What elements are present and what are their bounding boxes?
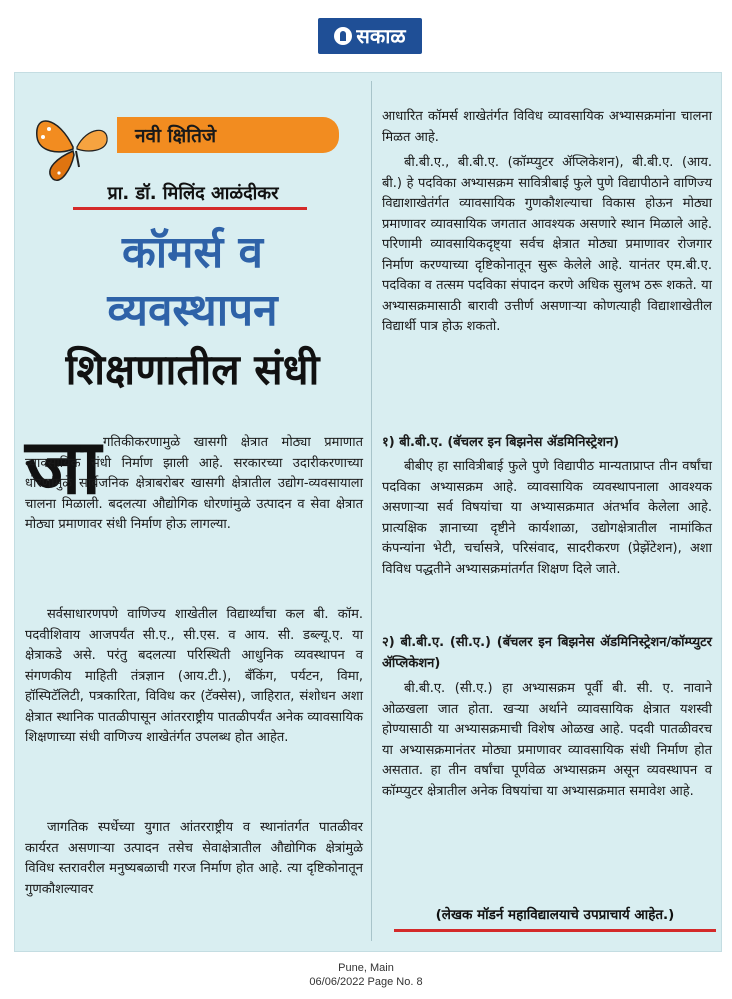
- article-paragraph-5: बी.बी.ए., बी.बी.ए. (कॉम्प्युटर ॲप्लिकेशन), बी.बी.ए. (आय. बी.) हे पदविका अभ्यासक्रम सावित्रीबाई फुले पुणे विद्यापीठाने वाणिज्य विद्याशाखेतंर्गत व्यावसायिक गुणकौशल्याचा विकास होऊन मोठ्या प्रमाणावर व्यावसायिक जगतात आवश्यक असणारे स्थान मिळाले आहे. परिणामी व्यावसायिकदृष्ट्या सर्वच क्षेत्रात मोठ्या प्रमाणावर रोजगार निर्माण करण्याच्या दृष्टिकोनातून सुरू केलेले आहे. यानंतर एम.बी.ए. पदविका व तत्सम पदविका संपादन करणे अधिक सुलभ ठरू शकते. या अभ्यासक्रमासाठी बारावी उत्तीर्ण असणाऱ्या कोणत्याही विद्याशाखेतील विद्यार्थी पात्र होऊ शकतो.: [382, 155, 712, 334]
- author-underline: [73, 207, 307, 210]
- left-column: [15, 73, 370, 951]
- section-kicker: [117, 117, 339, 153]
- author-byline: प्रा. डॉ. मिलिंद आळंदीकर: [107, 183, 279, 204]
- article-paragraph-6: बीबीए हा सावित्रीबाई फुले पुणे विद्यापीठ मान्यताप्राप्त तीन वर्षांचा पदविका अभ्यासक्रम आहे. व्यावसायिक व्यवस्थापनाला आवश्यक असणाऱ्या सर्व विषयांचा या अभ्यासक्रमात अंतर्भाव केलेला आहे. प्रात्यक्षिक ज्ञानाच्या दृष्टीने कार्यशाळा, उद्योगक्षेत्रातील नामांकित कंपन्यांना भेटी, चर्चासत्रे, परिसंवाद, सादरीकरण (प्रेझेंटेशन), अशा विविध पद्धतीने अभ्यासक्रमांतर्गत शिक्षण दिले जाते.: [382, 459, 712, 577]
- butterfly-icon: [29, 107, 125, 187]
- article-paragraph-4: आधारित कॉमर्स शाखेतंर्गत विविध व्यावसायिक अभ्यासक्रमांना चालना मिळत आहे.: [382, 109, 712, 145]
- author-credit-underline: [394, 929, 716, 932]
- section-heading-bba-ca: २) बी.बी.ए. (सी.ए.) (बॅचलर इन बिझनेस ॲडमिनिस्ट्रेशन/कॉम्प्युटर ॲप्लिकेशन): [382, 635, 712, 671]
- sakal-emblem-icon: [334, 27, 352, 45]
- author-credit: (लेखक मॉडर्न महाविद्यालयाचे उपप्राचार्य आहेत.): [435, 907, 675, 923]
- footer-date-page: 06/06/2022 Page No. 8: [309, 976, 423, 988]
- masthead-logo: [318, 18, 422, 54]
- footer-edition: Pune, Main: [338, 962, 394, 974]
- drop-cap: जा: [25, 422, 102, 511]
- headline-line-1: कॉमर्स व: [121, 227, 264, 278]
- article-paragraph-1: गतिकीकरणामुळे खासगी क्षेत्रात मोठ्या प्रमाणात व्यावसायिक संधी निर्माण झाली आहे. सरकारच्या उदारीकरणाच्या धोरणांमुळे सार्वजनिक क्षेत्राबरोबर खासगी क्षेत्रातील उद्योग-व्यवसायाला चालना मिळाली. बदलत्या औद्योगिक धोरणांमुळे उत्पादन व सेवा क्षेत्रात मोठ्या प्रमाणावर संधी निर्माण होऊ लागल्या.: [25, 435, 363, 532]
- right-column: [374, 73, 719, 951]
- column-divider: [371, 81, 372, 941]
- masthead-logo-text: सकाळ: [356, 24, 406, 48]
- headline-line-3: शिक्षणातील संधी: [65, 345, 320, 394]
- newspaper-clipping: [14, 72, 722, 952]
- article-paragraph-7: बी.बी.ए. (सी.ए.) हा अभ्यासक्रम पूर्वी बी. सी. ए. नावाने ओळखला जात होता. खऱ्या अर्थाने व्यावसायिक क्षेत्रात यशस्वी होण्यासाठी या अभ्यासक्रमाची विशेष ओळख आहे. पदवी पातळीवरच या अभ्यासक्रमानंतर मोठ्या प्रमाणावर व्यावसायिक संधी निर्माण होत असतात. हा तीन वर्षांचा पूर्णवेळ अभ्यासक्रम असून व्यवस्थापन व कॉम्प्युटर क्षेत्रातील अनेक विषयांचा या अभ्यासक्रमात समावेश आहे.: [382, 681, 712, 799]
- article-paragraph-2: सर्वसाधारणपणे वाणिज्य शाखेतील विद्यार्थ्यांचा कल बी. कॉम. पदवीशिवाय आजपर्यंत सी.ए., सी.एस. व आय. सी. डब्ल्यू.ए. या क्षेत्राकडे असे. परंतु बदलत्या परिस्थिती आधुनिक व्यवस्थापन व संगणकीय माहिती तंत्रज्ञान (आय.टी.), बँकिंग, पर्यटन, विमा, हॉस्पिटॅलिटी, पत्रकारिता, विविध कर (टॅक्सेस), जाहिरात, संशोधन अशा क्षेत्रात स्थानिक पातळीपासून आंतरराष्ट्रीय पातळीपर्यंत अनेक व्यावसायिक शिक्षणाच्या संधी वाणिज्य शाखेतंर्गत उपलब्ध होत आहेत.: [25, 607, 363, 745]
- section-kicker-label: नवी क्षितिजे: [135, 125, 217, 147]
- section-heading-bba: १) बी.बी.ए. (बॅचलर इन बिझनेस ॲडमिनिस्ट्रेशन): [382, 435, 620, 450]
- headline-line-2: व्यवस्थापन: [107, 285, 278, 336]
- article-paragraph-3: जागतिक स्पर्धेच्या युगात आंतरराष्ट्रीय व स्थानांतर्गत पातळीवर कार्यरत असणाऱ्या उत्पादन तसेच सेवाक्षेत्रातील औद्योगिक क्षेत्रांमुळे विविध स्तरावरील मनुष्यबळाची गरज निर्माण होत आहे. त्या दृष्टिकोनातून गुणकौशल्यावर: [25, 820, 363, 897]
